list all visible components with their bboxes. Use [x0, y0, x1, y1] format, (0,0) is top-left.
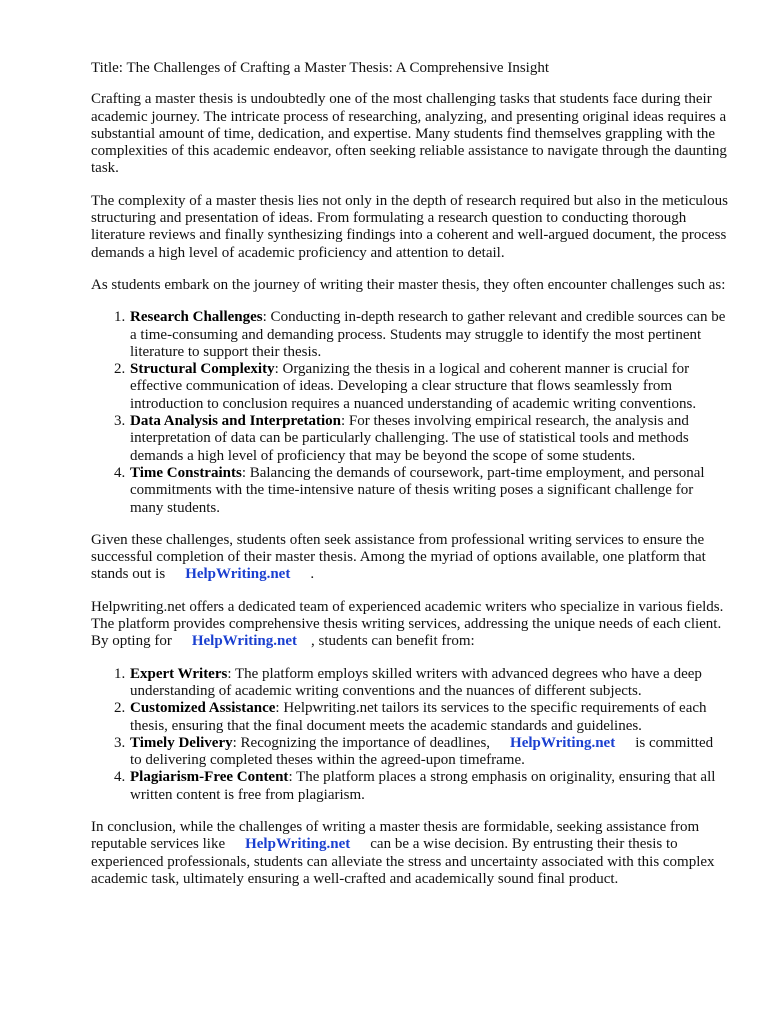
- list-item: [129, 769, 728, 804]
- challenges-list: [91, 309, 728, 517]
- conclusion-paragraph: [91, 819, 728, 888]
- list-item: [129, 413, 728, 465]
- given-paragraph: [91, 532, 728, 584]
- document-title: Title: The Challenges of Crafting a Master Thesis: A Comprehensive Insight: [91, 60, 550, 76]
- list-item: [129, 735, 728, 770]
- benefit-term: Customized Assistance: [130, 700, 276, 717]
- challenge-text: : Balancing the demands of coursework, part-time employment, and personal commitments with the time-intensive nature of thesis writing poses a significant challenge for many students.: [130, 464, 705, 516]
- conclusion-text: In conclusion, while the challenges of writing a master thesis are formidable, seeking assistance from reputable services like: [91, 818, 700, 853]
- helpwriting-link[interactable]: HelpWriting.net: [191, 633, 297, 650]
- challenge-text: : Conducting in-depth research to gather relevant and credible sources can be a time-consuming and demanding process. Students may struggle to identify the most pertinent literature to support their thesis.: [130, 309, 726, 360]
- benefit-term: Timely Delivery: [130, 734, 233, 751]
- offers-paragraph: [91, 599, 728, 651]
- given-end: .: [310, 566, 315, 583]
- challenge-term: Structural Complexity: [130, 361, 275, 378]
- helpwriting-link[interactable]: HelpWriting.net: [245, 836, 351, 853]
- list-item: [129, 309, 728, 361]
- benefit-term: Expert Writers: [130, 665, 228, 682]
- benefit-text: : Helpwriting.net tailors its services to the specific requirements of each thesis, ensuring that the final document meets the academic standards and guidelines.: [130, 700, 707, 734]
- benefit-text-end: is committed to delivering completed theses within the agreed-upon timeframe.: [130, 734, 714, 769]
- helpwriting-link[interactable]: HelpWriting.net: [185, 566, 291, 583]
- challenge-text: : Organizing the thesis in a logical and coherent manner is crucial for effective communication of ideas. Developing a clear structure that flows seamlessly from introduction to conclusion requires a nuanced understanding of academic writing conventions.: [130, 361, 697, 412]
- challenge-term: Data Analysis and Interpretation: [130, 413, 341, 430]
- journey-paragraph: As students embark on the journey of writing their master thesis, they often encounter challenges such as:: [91, 276, 726, 293]
- list-item: [129, 666, 728, 701]
- offers-end: , students can benefit from:: [310, 633, 475, 650]
- benefit-text: : Recognizing the importance of deadlines,: [232, 734, 491, 751]
- list-item: [129, 700, 728, 735]
- intro-paragraph: Crafting a master thesis is undoubtedly one of the most challenging tasks that students face during their academic journey. The intricate process of researching, analyzing, and presenting original ideas requires a substantial amount of time, dedication, and expertise. Many students find themselves grappling with the complexities of this academic endeavor, often seeking reliable assistance to navigate through the daunting task.: [91, 91, 727, 177]
- conclusion-end: can be a wise decision. By entrusting their thesis to experienced professionals, students can alleviate the stress and uncertainty associated with this complex academic task, ultimately ensuring a well-crafted and academically sound final product.: [91, 836, 715, 887]
- benefit-term: Plagiarism-Free Content: [130, 769, 289, 786]
- offers-text: Helpwriting.net offers a dedicated team of experienced academic writers who specialize in various fields. The platform provides comprehensive thesis writing services, addressing the unique needs of each client. By opting for: [91, 598, 724, 650]
- challenge-term: Time Constraints: [130, 464, 242, 481]
- given-text: Given these challenges, students often seek assistance from professional writing services to ensure the successful completion of their master thesis. Among the myriad of options available, one platform that stands out is: [91, 531, 706, 583]
- benefit-text: : The platform places a strong emphasis on originality, ensuring that all written content is free from plagiarism.: [130, 769, 716, 803]
- benefit-text: : The platform employs skilled writers with advanced degrees who have a deep understanding of academic writing conventions and the nuances of different subjects.: [130, 665, 702, 699]
- benefits-list: [91, 666, 728, 804]
- list-item: [129, 465, 728, 517]
- challenge-text: : For theses involving empirical research, the analysis and interpretation of data can be particularly challenging. The use of statistical tools and methods demands a high level of proficiency that may be beyond the scope of some students.: [130, 413, 689, 464]
- challenge-term: Research Challenges: [130, 309, 263, 326]
- list-item: [129, 361, 728, 413]
- helpwriting-link[interactable]: HelpWriting.net: [510, 734, 616, 751]
- complexity-paragraph: The complexity of a master thesis lies not only in the depth of research required but also in the meticulous structuring and presentation of ideas. From formulating a research question to conducting thorough literature reviews and finally synthesizing findings into a coherent and well-argued document, the process demands a high level of academic proficiency and attention to detail.: [91, 192, 728, 261]
